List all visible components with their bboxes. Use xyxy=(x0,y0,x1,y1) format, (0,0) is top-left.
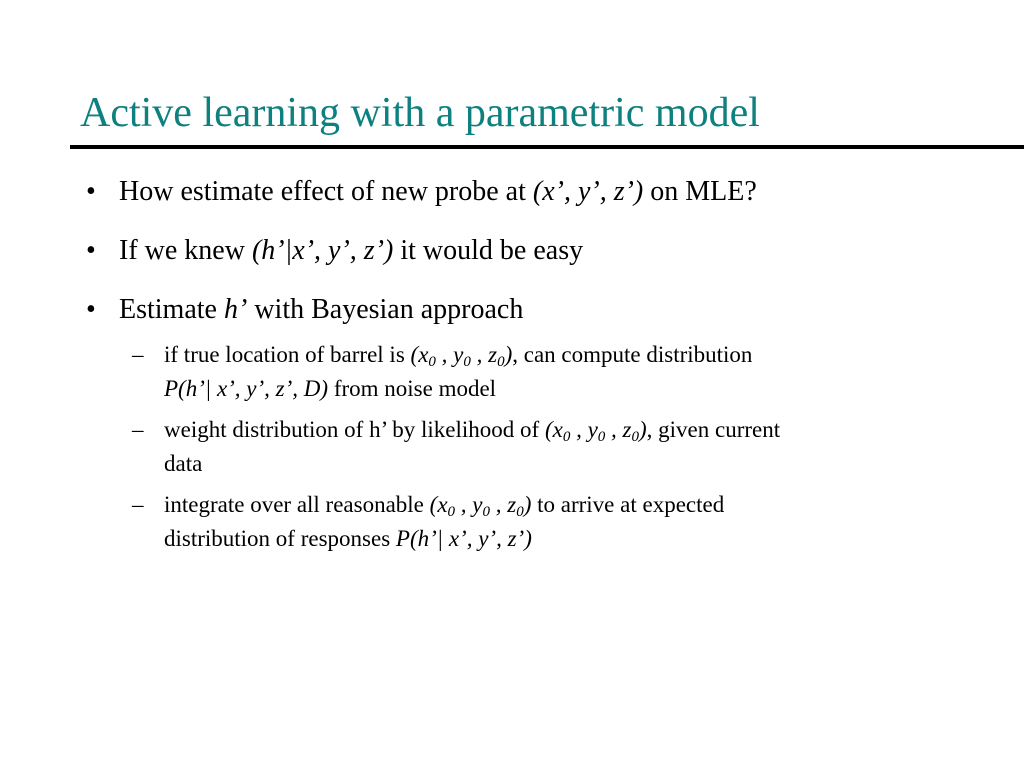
slide-title: Active learning with a parametric model xyxy=(80,90,760,136)
subbullet-3-text: integrate over all reasonable xyxy=(164,492,430,517)
subbullet-1-line-2-text: from noise model xyxy=(328,376,497,401)
bullet-1-text-end: on MLE? xyxy=(643,176,757,207)
bullet-1-mark: • xyxy=(86,176,96,207)
subbullet-2-mark: – xyxy=(132,417,144,442)
subbullet-2-text: weight distribution of h’ by likelihood of xyxy=(164,417,545,442)
subbullet-2 xyxy=(132,413,944,481)
bullet-1-coords: (x’, y’, z’) xyxy=(532,176,644,207)
subbullet-1 xyxy=(132,338,944,406)
bullet-2-expression: (h’|x’, y’, z’) xyxy=(251,235,394,266)
subbullet-2-line-1 xyxy=(164,413,944,447)
subbullet-2-line-2: data xyxy=(164,451,203,476)
subbullet-3-text-end: to arrive at expected xyxy=(531,492,725,517)
subbullet-2-text-end: , given current xyxy=(646,417,781,442)
subbullet-3-location: ($x_0$ , $y_0$ , $z_0$) xyxy=(429,492,532,520)
bullet-2 xyxy=(86,234,584,268)
bullet-3-mark: • xyxy=(86,294,96,325)
subbullet-3-mark: – xyxy=(132,492,144,517)
subbullet-3 xyxy=(132,488,944,556)
subbullet-3-line-2 xyxy=(164,522,944,556)
subbullet-1-location: ($x_0$ , $y_0$ , $z_0$) xyxy=(410,342,513,370)
title-divider xyxy=(70,145,1024,149)
subbullet-1-line-1 xyxy=(164,338,944,372)
bullet-2-text-end: it would be easy xyxy=(393,235,584,266)
bullet-2-mark: • xyxy=(86,235,96,266)
subbullet-1-text-end: , can compute distribution xyxy=(512,342,753,367)
subbullet-3-line-1 xyxy=(164,488,944,522)
subbullet-2-location: ($x_0$ , $y_0$ , $z_0$) xyxy=(544,417,647,445)
subbullet-1-text: if true location of barrel is xyxy=(164,342,411,367)
bullet-3-text-end: with Bayesian approach xyxy=(247,294,524,325)
subbullet-1-mark: – xyxy=(132,342,144,367)
bullet-1-text: How estimate effect of new probe at xyxy=(119,176,533,207)
bullet-3-variable: h’ xyxy=(223,294,248,325)
bullet-2-text: If we knew xyxy=(119,235,252,266)
bullet-1 xyxy=(86,175,757,209)
subbullet-3-line-2-text: distribution of responses xyxy=(164,526,396,551)
subbullet-1-line-2 xyxy=(164,372,944,406)
subbullet-1-distribution: P(h’| x’, y’, z’, D) xyxy=(164,376,329,401)
subbullet-3-distribution: P(h’| x’, y’, z’) xyxy=(395,526,532,551)
bullet-3 xyxy=(86,293,524,327)
bullet-3-text: Estimate xyxy=(119,294,224,325)
